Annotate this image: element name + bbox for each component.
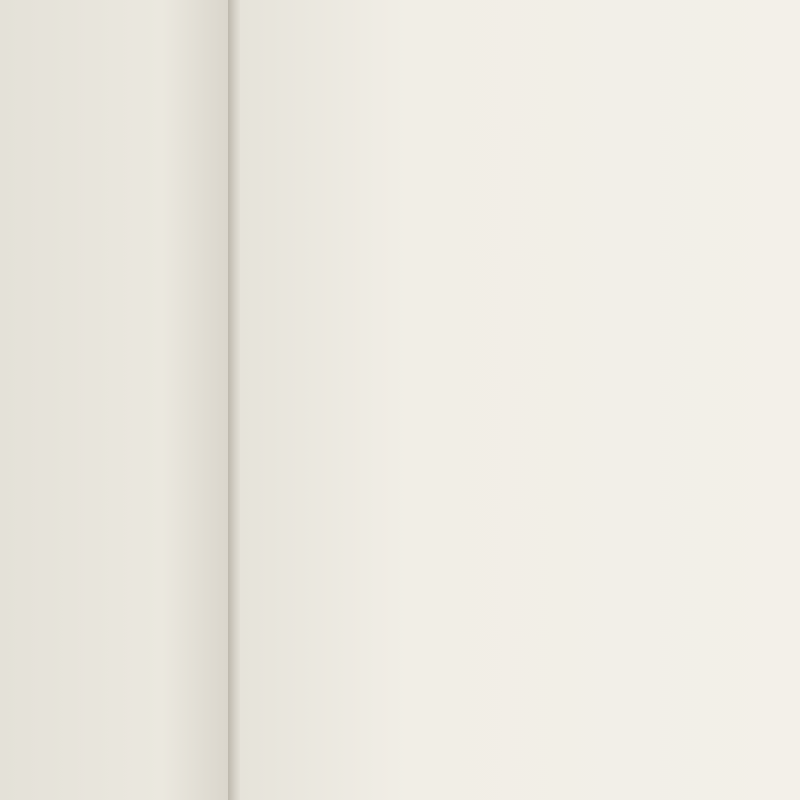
left-page <box>0 0 232 800</box>
right-page <box>240 0 800 800</box>
